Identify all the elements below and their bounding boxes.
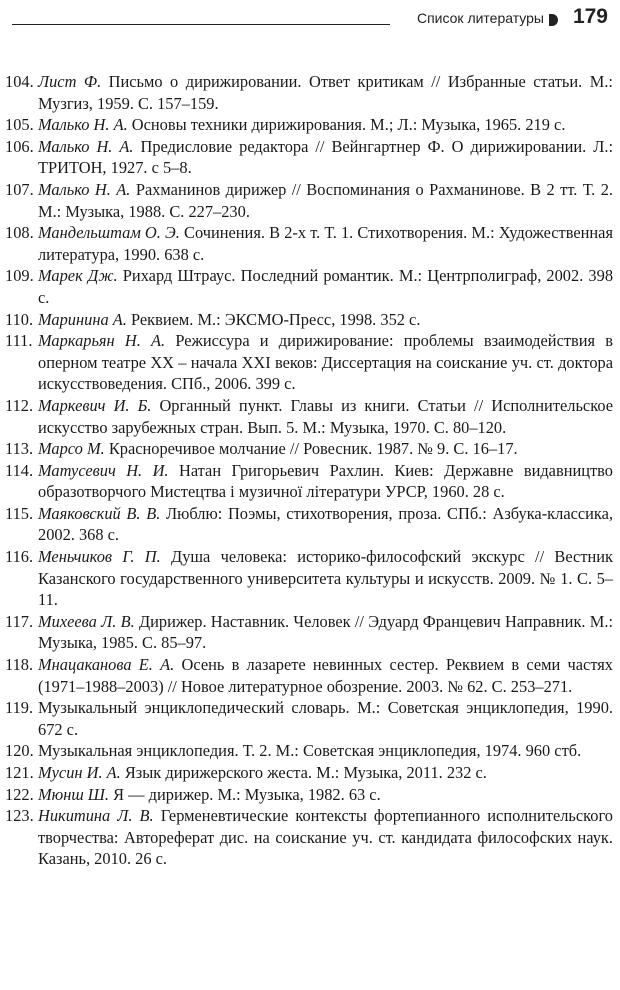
entry-number: 110. bbox=[5, 309, 34, 329]
bibliography-entry bbox=[5, 460, 613, 503]
bibliography-entry bbox=[5, 784, 613, 806]
entry-author: Мандельштам О. Э. bbox=[38, 223, 180, 243]
entry-citation: Органный пункт. Главы из книги. Статьи // Исполнительское искусство зарубежных стран. Вып. 5. М.: Музыка, 1970. С. 80–120. bbox=[38, 395, 613, 437]
entry-citation: Рахманинов дирижер // Воспоминания о Рахманинове. В 2 тт. Т. 2. М.: Музыка, 1988. С. 227–230. bbox=[38, 179, 613, 221]
entry-citation: Язык дирижерского жеста. М.: Музыка, 2011. 232 с. bbox=[120, 763, 487, 782]
bibliography-entry bbox=[5, 654, 613, 697]
entry-text bbox=[38, 330, 613, 395]
entry-number: 112. bbox=[5, 395, 34, 415]
entry-author: Маяковский В. В. bbox=[38, 503, 161, 523]
entry-number: 117. bbox=[5, 611, 34, 631]
entry-author: Мнацаканова Е. А. bbox=[38, 655, 175, 675]
entry-text bbox=[38, 546, 613, 611]
page-number: 179 bbox=[572, 5, 608, 28]
bibliography-entry bbox=[5, 503, 613, 546]
entry-citation: Письмо о дирижировании. Ответ критикам // Избранные статьи. М.: Музгиз, 1959. С. 157–159. bbox=[38, 72, 613, 113]
bibliography-entry bbox=[5, 265, 613, 308]
bibliography-entry bbox=[5, 309, 613, 331]
entry-author: Маринина А. bbox=[38, 309, 127, 329]
entry-text bbox=[38, 222, 613, 265]
entry-citation: Основы техники дирижирования. М.; Л.: Музыка, 1965. 219 с. bbox=[127, 115, 566, 135]
entry-number: 118. bbox=[5, 655, 34, 675]
bibliography-entry bbox=[5, 330, 613, 395]
entry-author: Никитина Л. В. bbox=[38, 806, 154, 826]
entry-author: Маркевич И. Б. bbox=[38, 395, 152, 415]
entry-author: Малько Н. А. bbox=[38, 115, 128, 135]
entry-citation: Музыкальный энциклопедический словарь. М.: Советская энциклопедия, 1990. 672 с. bbox=[38, 698, 613, 739]
entry-number: 123. bbox=[5, 806, 34, 826]
entry-number: 121. bbox=[5, 763, 34, 782]
entry-number: 122. bbox=[5, 784, 34, 804]
entry-author: Михеева Л. В. bbox=[38, 611, 135, 631]
entry-citation: Я — дирижер. М.: Музыка, 1982. 63 с. bbox=[109, 784, 381, 804]
bibliography-entry bbox=[5, 71, 613, 114]
entry-number: 108. bbox=[5, 223, 34, 243]
bibliography-entry bbox=[5, 438, 613, 460]
entry-citation: Осень в лазарете невинных сестер. Реквием в семи частях (1971–1988–2003) // Новое литературное обозрение. 2003. № 62. С. 253–271. bbox=[38, 655, 613, 696]
entry-text bbox=[38, 179, 613, 222]
entry-author: Марек Дж. bbox=[38, 266, 118, 286]
entry-text bbox=[38, 503, 613, 546]
entry-text bbox=[38, 395, 613, 438]
entry-author: Меньчиков Г. П. bbox=[38, 547, 161, 567]
entry-text bbox=[38, 114, 613, 136]
entry-author: Марсо М. bbox=[38, 439, 105, 459]
section-title: Список литературы bbox=[416, 10, 544, 26]
entry-number: 106. bbox=[5, 136, 34, 156]
entry-number: 109. bbox=[5, 266, 34, 286]
entry-number: 111. bbox=[5, 331, 33, 351]
bibliography-entry bbox=[5, 395, 613, 438]
entry-author: Малько Н. А. bbox=[38, 136, 134, 156]
bibliography-entry bbox=[5, 114, 613, 136]
entry-text bbox=[38, 71, 613, 114]
entry-citation: Сочинения. В 2-х т. Т. 1. Стихотворения. М.: Художественная литература, 1990. 638 с. bbox=[38, 223, 613, 264]
entry-number: 115. bbox=[5, 503, 34, 523]
entry-author: Лист Ф. bbox=[38, 72, 102, 91]
bibliography-list bbox=[5, 71, 613, 870]
entry-citation: Предисловие редактора // Вейнгартнер Ф. О дирижировании. Л.: ТРИТОН, 1927. с 5–8. bbox=[38, 136, 613, 178]
entry-number: 107. bbox=[5, 179, 34, 199]
entry-text bbox=[38, 805, 613, 870]
entry-number: 114. bbox=[5, 460, 34, 480]
bibliography-entry bbox=[5, 136, 613, 179]
entry-text bbox=[38, 654, 613, 697]
entry-citation: Натан Григорьевич Рахлин. Киев: Державне видавництво образотворчого Мистецтва і музичної літератури УРСР, 1960. 28 с. bbox=[38, 460, 613, 502]
entry-number: 105. bbox=[5, 115, 34, 135]
entry-number: 119. bbox=[5, 698, 34, 718]
bibliography-entry bbox=[5, 740, 613, 762]
entry-citation: Режиссура и дирижирование: проблемы взаимодействия в оперном театре XX – начала XXI веков: Диссертация на соискание уч. ст. доктора искусствоведения. СПб., 2006. 399 с. bbox=[38, 331, 613, 394]
bibliography-entry bbox=[5, 611, 613, 654]
entry-citation: Герменевтические контексты фортепианного исполнительского творчества: Автореферат дис. на соискание уч. ст. кандидата философских наук. Казань, 2010. 26 с. bbox=[38, 806, 613, 869]
bibliography-entry bbox=[5, 697, 613, 740]
entry-citation: Музыкальная энциклопедия. Т. 2. М.: Советская энциклопедия, 1974. 960 стб. bbox=[38, 741, 582, 761]
bibliography-entry bbox=[5, 805, 613, 870]
entry-text bbox=[38, 611, 613, 654]
bibliography-entry bbox=[5, 762, 613, 784]
entry-text bbox=[38, 740, 613, 762]
entry-author: Матусевич Н. И. bbox=[38, 460, 169, 480]
entry-author: Мусин И. А. bbox=[38, 763, 121, 782]
entry-citation: Дирижер. Наставник. Человек // Эдуард Францевич Направник. М.: Музыка, 1985. С. 85–97. bbox=[38, 611, 613, 653]
entry-citation: Красноречивое молчание // Ровесник. 1987. № 9. С. 16–17. bbox=[104, 439, 518, 459]
entry-text bbox=[38, 136, 613, 179]
entry-text bbox=[38, 265, 613, 308]
entry-text bbox=[38, 784, 613, 806]
header-rule bbox=[12, 24, 390, 25]
entry-citation: Реквием. М.: ЭКСМО-Пресс, 1998. 352 с. bbox=[126, 309, 421, 329]
entry-author: Мюнш Ш. bbox=[38, 784, 110, 804]
entry-text bbox=[38, 697, 613, 740]
entry-number: 104. bbox=[5, 72, 34, 91]
entry-text bbox=[38, 309, 613, 331]
entry-number: 113. bbox=[5, 439, 34, 459]
entry-citation: Люблю: Поэмы, стихотворения, проза. СПб.: Азбука-классика, 2002. 368 с. bbox=[38, 503, 613, 545]
entry-text bbox=[38, 460, 613, 503]
entry-number: 120. bbox=[5, 741, 34, 761]
bibliography-entry bbox=[5, 546, 613, 611]
page-marker-icon bbox=[549, 14, 558, 26]
entry-text bbox=[38, 438, 613, 460]
entry-author: Малько Н. А. bbox=[38, 179, 131, 199]
running-head bbox=[0, 0, 620, 40]
entry-citation: Рихард Штраус. Последний романтик. М.: Центрполиграф, 2002. 398 с. bbox=[38, 266, 614, 307]
entry-number: 116. bbox=[5, 547, 34, 567]
entry-author: Маркарьян Н. А. bbox=[38, 331, 166, 351]
bibliography-entry bbox=[5, 222, 613, 265]
entry-citation: Душа человека: историко-философский экскурс // Вестник Казанского государственного университета культуры и искусств. 2009. № 1. С. 5–11. bbox=[38, 547, 613, 610]
bibliography-entry bbox=[5, 179, 613, 222]
entry-text bbox=[38, 762, 613, 784]
